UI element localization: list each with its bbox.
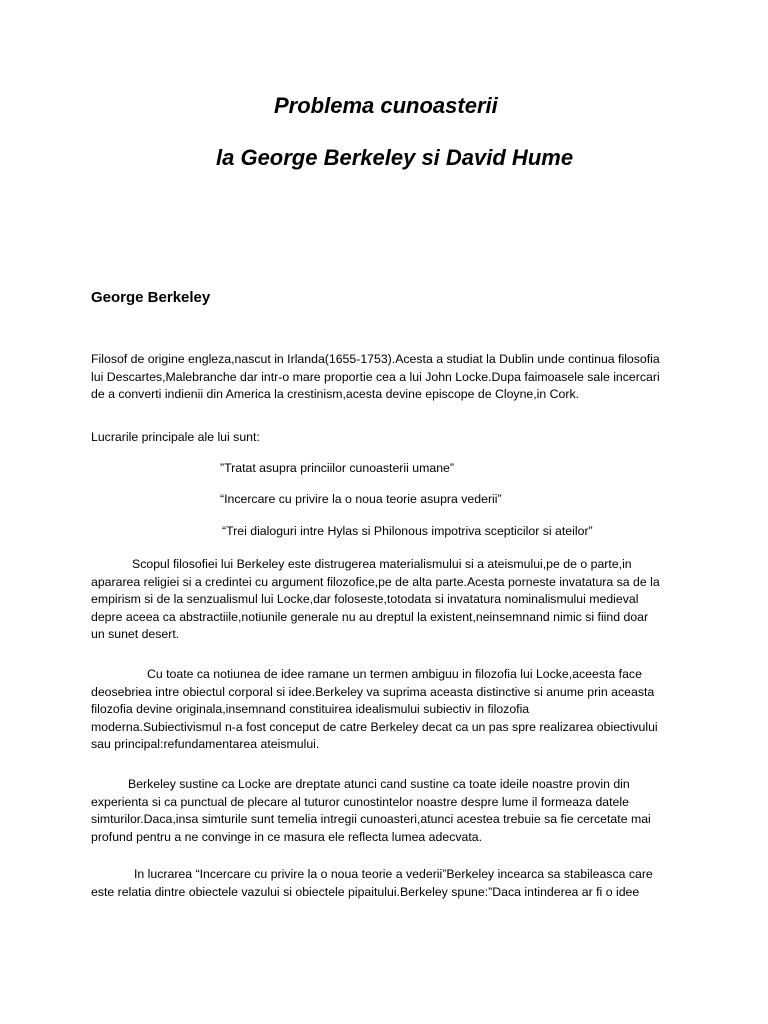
paragraph-line: profund pentru a ne convinge in ce masura ele reflecta lumea adecvata. [91,829,483,844]
paragraph-line: este relatia dintre obiectele vazului si obiectele pipaitului.Berkeley spune:”Daca intinderea ar fi o idee [91,884,640,899]
paragraph-line: simturilor.Daca,insa simturile sunt temelia intregii cunoasteri,atunci acestea trebuie sa fie cercetate mai [91,812,651,826]
paragraph-line: Filosof de origine engleza,nascut in Irlanda(1655-1753).Acesta a studiat la Dublin unde continua filosofia [91,352,660,366]
intro-paragraph [91,351,679,404]
paragraph-2 [91,556,679,644]
paragraph-line: deosebriea intre obiectul corporal si idee.Berkeley va suprima aceasta distinctive si anume prin aceasta [91,684,655,699]
paragraph-line: lui Descartes,Malebranche dar intr-o mare proportie cea a lui John Locke.Dupa faimoasele sale incercari [91,369,660,384]
paragraph-line: de a converti indienii din America la crestinism,acesta devine episcope de Cloyne,in Cork. [91,387,580,401]
section-heading: George Berkeley [91,289,211,306]
paragraph-line: Scopul filosofiei lui Berkeley este distrugerea materialismului si a ateismului,pe de o parte,in [132,557,632,571]
paragraph-line: depre aceea ca abstractiile,notiunile generale nu au dreptul la existent,neinsemnand nimic si fiind doar [91,609,649,624]
work-title-2: “Incercare cu privire la o noua teorie asupra vederii” [220,492,502,506]
paragraph-line: Cu toate ca notiunea de idee ramane un termen ambiguu in filozofia lui Locke,aceesta face [147,667,642,681]
paragraph-line: In lucrarea “Incercare cu privire la o noua teorie a vederii”Berkeley incearca sa stabileasca care [134,867,653,881]
paragraph-line: Lucrarile principale ale lui sunt: [91,430,260,444]
paragraph-3 [91,666,679,754]
work-title-1: ”Tratat asupra princiilor cunoasterii umane” [220,461,454,475]
document-title-line-2: la George Berkeley si David Hume [216,145,574,170]
paragraph-line: apararea religiei si a credintei cu argument filozofice,pe de alta parte.Acesta porneste invatatura sa de la [91,574,660,589]
paragraph-line: empirism si de la senzualismul lui Locke,dar foloseste,totodata si invatatura nominalismului medieval [91,592,639,606]
paragraph-line: Berkeley sustine ca Locke are dreptate atunci cand sustine ca toate ideile noastre provin din [128,777,630,791]
paragraph-line: sau principal:refundamentarea ateismului. [91,737,320,751]
paragraph-line: experienta si ca punctual de plecare al tuturor cunostintelor noastre despre lume il formeaza datele [91,794,629,809]
paragraph-line: moderna.Subiectivismul n-a fost conceput de catre Berkeley decat ca un pas spre realizarea obiectivului [91,719,658,734]
works-intro [91,429,679,447]
work-title-3: “Trei dialoguri intre Hylas si Philonous impotriva scepticilor si ateilor” [222,524,593,538]
paragraph-line: un sunet desert. [91,627,180,641]
paragraph-4 [91,776,679,846]
paragraph-5 [91,866,679,901]
document-title-line-1: Problema cunoasterii [274,93,498,118]
paragraph-line: filozofia devine originala,insemnand constituirea idealismului subiectiv in filozofia [91,702,530,716]
